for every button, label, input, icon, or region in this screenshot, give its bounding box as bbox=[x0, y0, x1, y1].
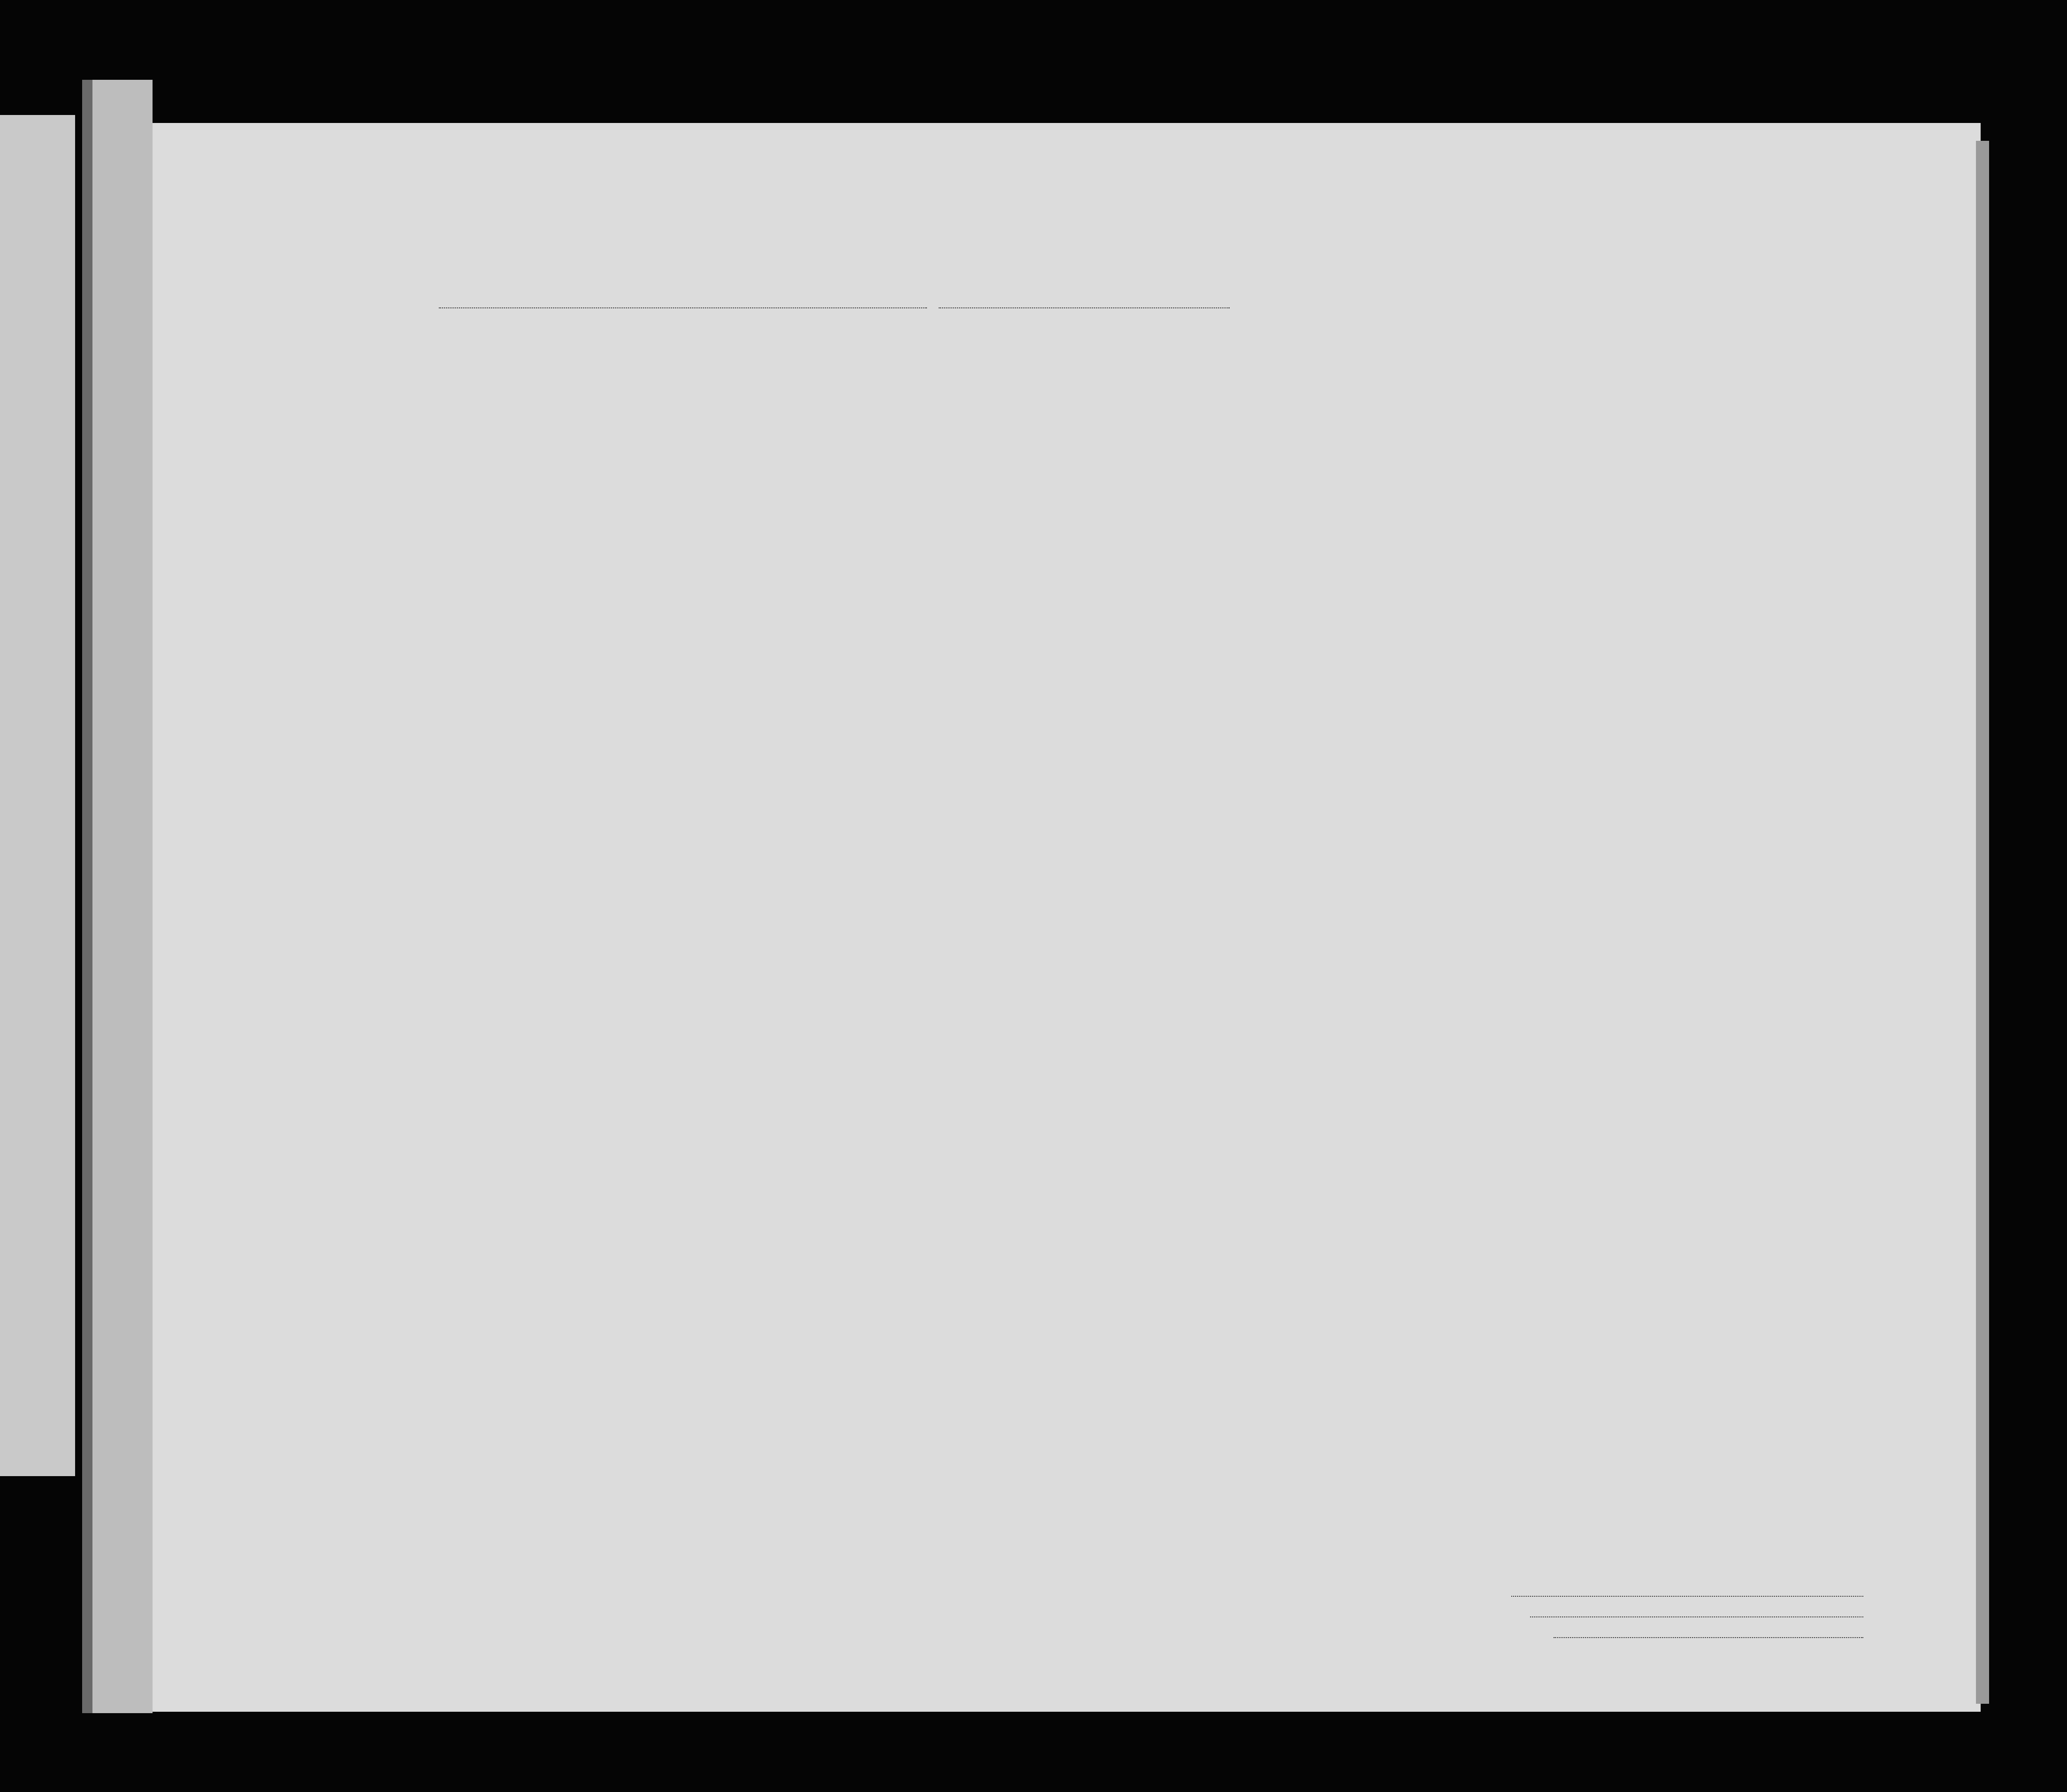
footer-line-rule bbox=[1511, 1596, 1863, 1597]
footer-agents-rule bbox=[1554, 1637, 1863, 1638]
footer-owners-rule bbox=[1530, 1616, 1863, 1617]
